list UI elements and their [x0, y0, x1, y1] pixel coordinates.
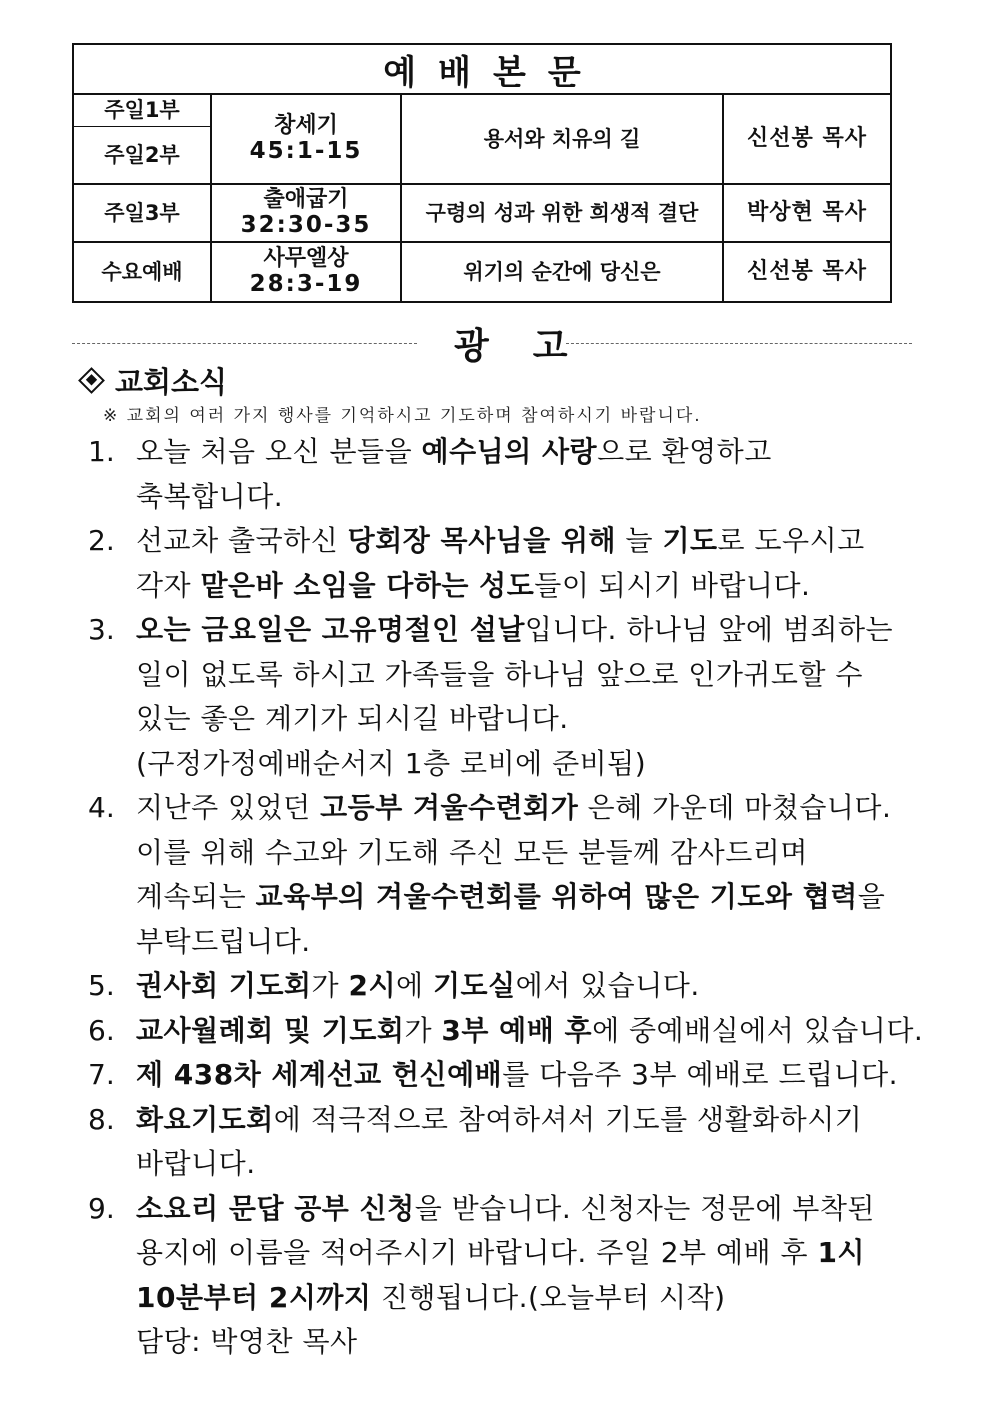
item-line [136, 475, 923, 520]
item-line [136, 697, 923, 742]
announcement-list [88, 430, 923, 1365]
item-number: 9. [88, 1191, 115, 1225]
text-segment: 계속되는 [136, 880, 256, 913]
list-item [88, 519, 923, 608]
text-segment: 가 [404, 1013, 442, 1047]
item-number: 8. [88, 1102, 115, 1136]
item-line [136, 1009, 923, 1054]
bold-text: 2시 [348, 969, 397, 1002]
text-segment: 각자 [136, 568, 201, 602]
text-segment: 을 [857, 880, 886, 913]
passage-book: 창세기 [274, 113, 338, 139]
bold-text: 기도 [662, 524, 718, 557]
preacher-3: 신선봉 목사 [747, 259, 867, 285]
item-number: 4. [88, 791, 115, 824]
item-line [136, 831, 923, 876]
text-segment: 용지에 이름을 적어주시기 바랍니다. 주일 2부 예배 후 [136, 1236, 818, 1269]
item-line [136, 1320, 923, 1365]
bold-text: 1시 [817, 1236, 865, 1269]
item-number: 6. [88, 1013, 115, 1047]
diamond-bullet-icon [78, 367, 105, 394]
text-segment: 일이 없도록 하시고 가족들을 하나님 앞으로 인가귀도할 수 [136, 657, 863, 691]
item-number: 3. [88, 613, 115, 646]
item-line [136, 653, 923, 698]
text-segment: 선교차 출국하신 [136, 524, 348, 557]
text-segment: 담당: 박영찬 목사 [136, 1325, 358, 1358]
text-segment: 가 [311, 969, 349, 1002]
text-segment: 이를 위해 수고와 기도해 주신 모든 분들께 감사드리며 [136, 835, 808, 869]
sermon-title-3: 위기의 순간에 당신은 [402, 243, 724, 301]
item-line [136, 1187, 923, 1232]
item-line [136, 786, 923, 831]
bold-text: 오는 금요일은 고유명절인 설날 [136, 613, 525, 646]
passage-cell-1 [212, 95, 402, 185]
item-line [136, 1276, 923, 1321]
item-number: 2. [88, 524, 115, 557]
list-item [88, 786, 923, 964]
text-segment: 있는 좋은 계기가 되시길 바랍니다. [136, 702, 569, 735]
item-line [136, 519, 923, 564]
item-line [136, 564, 923, 609]
divider-right [566, 343, 912, 344]
section-title-text: 교회소식 [115, 365, 228, 399]
text-segment: 진행됩니다.(오늘부터 시작) [371, 1280, 726, 1314]
row-label-sunday-2: 주일2부 [74, 127, 212, 185]
section-note: ※ 교회의 여러 가지 행사를 기억하시고 기도하며 참여하시기 바랍니다. [103, 406, 702, 426]
preacher-2: 박상현 목사 [724, 185, 890, 243]
announcements-heading: 광고 [454, 326, 612, 367]
item-number: 7. [88, 1058, 115, 1091]
bold-text: 맡은바 소임을 다하는 성도 [200, 568, 535, 602]
text-segment: 로 도우시고 [717, 524, 865, 557]
item-line [136, 875, 923, 920]
item-line [136, 742, 923, 787]
text-segment: 늘 [616, 524, 663, 557]
list-item [88, 1187, 923, 1365]
item-line [136, 430, 923, 475]
text-segment: 축복합니다. [136, 479, 284, 513]
item-line [136, 608, 923, 653]
sermon-title-2: 구령의 성과 위한 희생적 결단 [402, 185, 724, 243]
passage-verse: 28:3-19 [249, 271, 363, 298]
text-segment: (구정가정예배순서지 1층 로비에 준비됨) [136, 746, 647, 780]
bold-text: 예수님의 사랑 [421, 435, 598, 468]
item-line [136, 1098, 923, 1143]
list-item [88, 608, 923, 786]
item-line [136, 1053, 923, 1098]
item-line [136, 1142, 923, 1187]
row-label-wednesday: 수요예배 [74, 243, 212, 301]
divider-left [72, 343, 417, 344]
item-line [136, 964, 923, 1009]
bold-text: 3부 예배 후 [441, 1013, 593, 1047]
text-segment: 으로 환영하고 [597, 435, 772, 468]
list-item [88, 1098, 923, 1187]
section-title [78, 360, 227, 401]
text-segment: 에서 있습니다. [515, 969, 700, 1002]
item-line [136, 1231, 923, 1276]
text-segment: 입니다. 하나님 앞에 범죄하는 [524, 613, 894, 646]
table-title: 예배본문 [74, 45, 890, 95]
list-item [88, 964, 923, 1009]
bold-text: 교사월례회 및 기도회 [136, 1013, 405, 1047]
item-number: 5. [88, 969, 115, 1002]
passage-cell-2 [212, 185, 402, 243]
passage-verse: 32:30-35 [240, 212, 372, 239]
bold-text: 당회장 목사님을 위해 [347, 524, 617, 557]
bold-text: 권사회 기도회 [136, 969, 312, 1002]
sermon-title-1: 용서와 치유의 길 [402, 95, 724, 185]
passage-cell-3 [212, 243, 402, 301]
text-segment: 에 중예배실에서 있습니다. [592, 1013, 924, 1047]
text-segment: 를 다음주 3부 예배로 드립니다. [502, 1058, 899, 1091]
text-segment: 오늘 처음 오신 분들을 [136, 435, 422, 468]
text-segment: 지난주 있었던 [136, 791, 321, 824]
bold-text: 10분부터 2시까지 [136, 1280, 372, 1314]
bold-text: 고등부 겨울수련회가 [320, 791, 579, 824]
item-line [136, 920, 923, 965]
bold-text: 소요리 문답 공부 신청 [136, 1191, 415, 1225]
list-item [88, 1053, 923, 1098]
passage-book: 사무엘상 [263, 246, 349, 272]
list-item [88, 1009, 923, 1054]
passage-verse: 45:1-15 [249, 138, 363, 165]
bold-text: 제 438차 세계선교 헌신예배 [136, 1058, 503, 1091]
text-segment: 은혜 가운데 마쳤습니다. [578, 791, 892, 824]
text-segment: 부탁드립니다. [136, 924, 311, 958]
list-item [88, 430, 923, 519]
text-segment: 들이 되시기 바랍니다. [534, 568, 811, 602]
sermon-scripture-table [72, 43, 892, 303]
item-number: 1. [88, 435, 115, 468]
bold-text: 교육부의 겨울수련회를 위하여 많은 기도와 협력 [255, 880, 858, 913]
passage-book: 출애굽기 [263, 187, 349, 213]
preacher-1: 신선봉 목사 [724, 95, 890, 185]
text-segment: 바랍니다. [136, 1147, 256, 1180]
text-segment: 을 받습니다. 신청자는 정문에 부착된 [414, 1191, 875, 1225]
row-label-sunday-1: 주일1부 [74, 95, 212, 127]
bold-text: 화요기도회 [136, 1102, 274, 1136]
text-segment: 에 적극적으로 참여하셔서 기도를 생활화하시기 [273, 1102, 863, 1136]
bold-text: 기도실 [432, 969, 516, 1002]
text-segment: 에 [396, 969, 433, 1002]
row-label-sunday-3: 주일3부 [74, 185, 212, 243]
